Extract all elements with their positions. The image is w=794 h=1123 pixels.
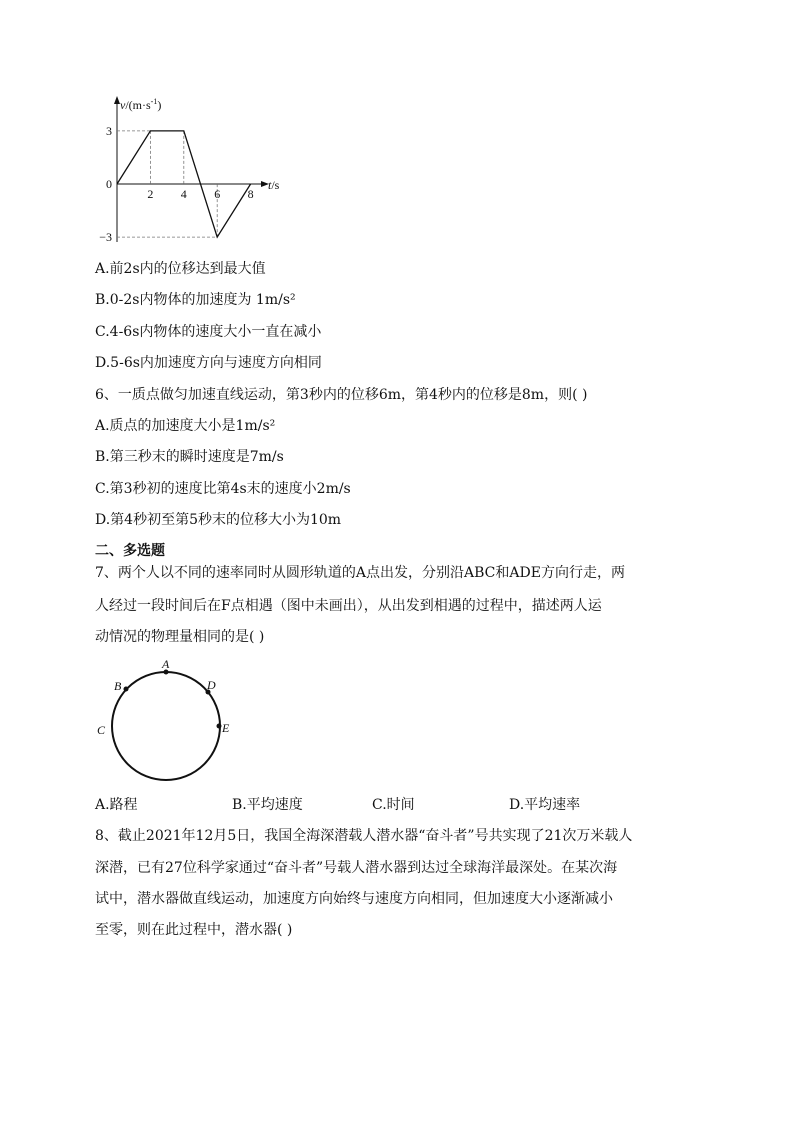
- y-tick-label: 0: [106, 177, 112, 191]
- y-axis-label: $v/(m\cdot s^{-1})$: [120, 97, 162, 112]
- circular-track-diagram: [90, 652, 250, 792]
- y-tick-label: −3: [99, 230, 112, 245]
- x-tick-label: 4: [180, 187, 187, 201]
- q6-stem: 6、一质点做匀加速直线运动，第3秒内的位移6m，第4秒内的位移是8m，则( ): [95, 387, 588, 403]
- q7-stem-line-1: 7、两个人以不同的速率同时从圆形轨道的A点出发，分别沿ABC和ADE方向行走，两: [95, 565, 625, 581]
- q6-option-a: A.质点的加速度大小是1m/s²: [95, 418, 276, 434]
- q8-stem-line-2: 深潜，已有27位科学家通过“奋斗者”号载人潜水器到达过全球海洋最深处。在某次海: [95, 860, 618, 876]
- q5-option-b: B.0-2s内物体的加速度为 1m/s²: [95, 292, 296, 308]
- q8-stem-line-4: 至零，则在此过程中，潜水器( ): [95, 922, 293, 938]
- q5-option-c: C.4-6s内物体的速度大小一直在减小: [95, 324, 322, 340]
- q5-option-a: A.前2s内的位移达到最大值: [95, 261, 266, 277]
- q8-stem-line-1: 8、截止2021年12月5日，我国全海深潜载人潜水器“奋斗者”号共实现了21次万米载人: [95, 828, 633, 844]
- q5-option-d: D.5-6s内加速度方向与速度方向相同: [95, 355, 322, 371]
- q7-option-b: B.平均速度: [232, 797, 303, 813]
- velocity-time-chart: [99, 92, 300, 245]
- q7-stem-line-3: 动情况的物理量相同的是( ): [95, 629, 265, 645]
- x-tick-label: 2: [147, 187, 154, 201]
- point-e: [217, 724, 222, 729]
- label-a: A: [162, 657, 170, 671]
- q7-option-d: D.平均速率: [509, 797, 581, 813]
- section-heading-multiple-choice: 二、多选题: [95, 543, 165, 559]
- q8-stem-line-3: 试中，潜水器做直线运动，加速度方向始终与速度方向相同，但加速度大小逐渐减小: [95, 891, 613, 907]
- label-e: E: [222, 721, 230, 735]
- q7-option-a: A.路程: [95, 797, 138, 813]
- q7-stem-line-2: 人经过一段时间后在F点相遇（图中未画出），从出发到相遇的过程中，描述两人运: [95, 598, 602, 614]
- point-b: [124, 687, 129, 692]
- q6-option-c: C.第3秒初的速度比第4s末的速度小2m/s: [95, 481, 351, 497]
- q6-option-d: D.第4秒初至第5秒末的位移大小为10m: [95, 512, 342, 528]
- x-axis-label: t/s: [268, 178, 280, 192]
- q6-option-b: B.第三秒末的瞬时速度是7m/s: [95, 449, 284, 465]
- y-tick-label: 3: [106, 123, 112, 138]
- q7-options: [95, 794, 615, 814]
- x-tick-label: 8: [247, 187, 254, 201]
- label-b: B: [114, 679, 122, 693]
- label-c: C: [97, 723, 106, 737]
- q7-option-c: C.时间: [372, 797, 415, 813]
- x-tick-label: 6: [214, 187, 221, 201]
- label-d: D: [207, 678, 216, 692]
